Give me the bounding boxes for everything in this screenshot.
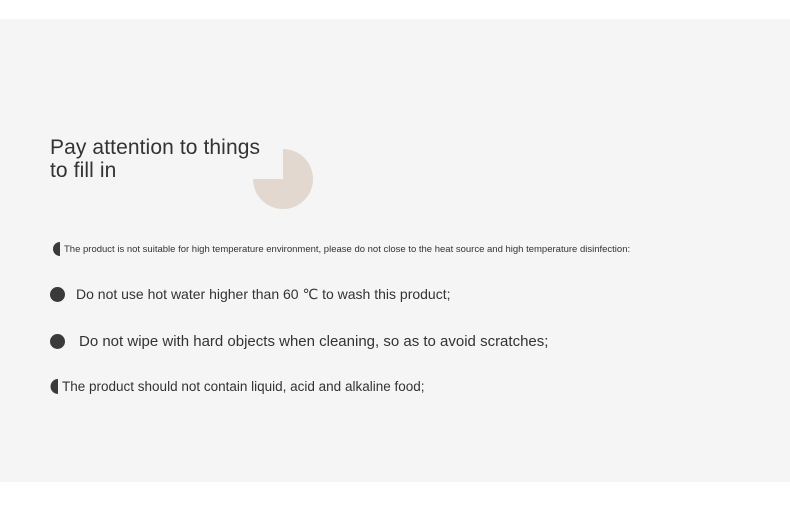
note-item-4 — [50, 379, 425, 394]
note-item-2 — [50, 286, 451, 303]
dot-icon — [50, 334, 65, 349]
title-line-1: Pay attention to things — [50, 136, 261, 159]
title-line-2: to fill in — [50, 159, 117, 182]
half-circle-icon — [50, 379, 59, 394]
note-text-3: Do not wipe with hard objects when cleaning, so as to avoid scratches; — [79, 333, 549, 350]
note-item-1 — [50, 242, 630, 256]
note-text-2: Do not use hot water higher than 60 ℃ to wash this product; — [76, 286, 451, 302]
half-circle-icon — [50, 242, 61, 256]
three-quarter-circle-icon — [253, 149, 313, 209]
note-item-3 — [50, 333, 548, 350]
dot-icon — [50, 287, 65, 302]
note-text-1: The product is not suitable for high temperature environment, please do not close to the heat source and high temperature disinfection: — [64, 243, 631, 255]
page-title — [50, 136, 260, 182]
note-text-4: The product should not contain liquid, acid and alkaline food; — [62, 379, 425, 394]
